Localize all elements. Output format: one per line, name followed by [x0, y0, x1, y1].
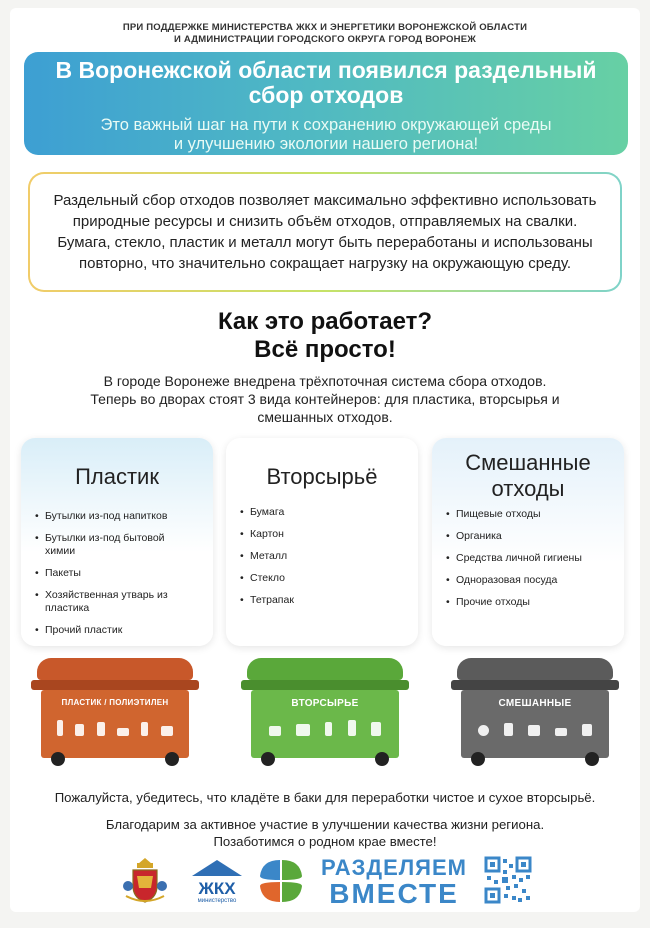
thanks-line: Позаботимся о родном крае вместе!: [213, 834, 437, 849]
list-item: • Органика: [446, 530, 624, 543]
bin-body: [461, 690, 609, 758]
bin-lid: [457, 658, 613, 680]
how-title-line: Как это работает?: [217, 308, 433, 335]
waste-categories: [21, 438, 631, 648]
bin-wheel: [51, 752, 65, 766]
card-plastic: [21, 438, 213, 646]
bin-rim: [451, 680, 619, 690]
list-item: • Бутылки из-под бытовой химии: [35, 532, 175, 558]
how-desc-line: В городе Воронеже внедрена трёхпоточная система сбора отходов.: [103, 373, 547, 389]
hero-subtitle-line: и улучшению экологии нашего региона!: [173, 135, 479, 153]
card-mixed: [432, 438, 624, 646]
hero-title: [24, 58, 628, 108]
jkh-ministry-logo-icon: [188, 858, 246, 904]
bin-icons: [261, 716, 389, 736]
card-title-line: Вторсырьё: [266, 464, 378, 489]
how-it-works-title: [10, 308, 640, 364]
list-item: • Бутылки из-под напитков: [35, 510, 213, 523]
item-list: [21, 510, 213, 637]
jkh-logo-subtext: министерство: [197, 898, 237, 904]
footer-logos: [10, 854, 640, 909]
bin-label: ПЛАСТИК / ПОЛИЭТИЛЕН: [61, 698, 169, 707]
list-item: • Пищевые отходы: [446, 508, 624, 521]
bin-wheel: [261, 752, 275, 766]
bin-icons: [51, 716, 179, 736]
list-item: • Металл: [240, 550, 418, 563]
bin-body: [41, 690, 189, 758]
card-title-line: отходы: [491, 476, 565, 501]
hero-banner: [24, 52, 628, 155]
bin-wheel: [471, 752, 485, 766]
list-item: • Прочие отходы: [446, 596, 624, 609]
poster: [10, 8, 640, 912]
intro-box: [28, 172, 622, 292]
item-list: [432, 508, 624, 609]
card-title: [432, 450, 624, 502]
card-title: [21, 464, 213, 490]
how-title-line: Всё просто!: [254, 336, 396, 363]
slogan-line: ВМЕСТЕ: [329, 878, 459, 909]
bin-body: [251, 690, 399, 758]
list-item: • Прочий пластик: [35, 624, 213, 637]
list-item: • Тетрапак: [240, 594, 418, 607]
bin-lid: [37, 658, 193, 680]
support-line-1: ПРИ ПОДДЕРЖКЕ МИНИСТЕРСТВА ЖКХ И ЭНЕРГЕТИКИ ВОРОНЕЖСКОЙ ОБЛАСТИ: [122, 22, 528, 33]
bin-wheel: [585, 752, 599, 766]
bin-plastic: [31, 658, 199, 766]
bin-label: ВТОРСЫРЬЕ: [291, 698, 359, 709]
thanks-line: Благодарим за активное участие в улучшении качества жизни региона.: [105, 817, 545, 832]
hero-title-line: В Воронежской области появился раздельный: [55, 57, 597, 83]
list-item: • Стекло: [240, 572, 418, 585]
bin-rim: [31, 680, 199, 690]
thanks-note: [10, 816, 640, 850]
clean-recyclables-note: Пожалуйста, убедитесь, что кладёте в баки для переработки чистое и сухое вторсырьё.: [54, 790, 596, 805]
card-title: [226, 464, 418, 490]
how-desc-line: смешанных отходов.: [257, 409, 393, 425]
card-recyclables: [226, 438, 418, 646]
bin-lid: [247, 658, 403, 680]
bin-mixed: [451, 658, 619, 766]
card-title-line: Смешанные: [465, 450, 591, 475]
separate-collection-logo-icon: [256, 856, 306, 906]
bin-label: СМЕШАННЫЕ: [498, 698, 572, 709]
bin-wheel: [165, 752, 179, 766]
list-item: • Бумага: [240, 506, 418, 519]
coat-of-arms-icon: [122, 856, 168, 904]
hero-title-line: сбор отходов: [248, 82, 404, 108]
list-item: • Пакеты: [35, 567, 213, 580]
jkh-logo-text: ЖКХ: [198, 879, 236, 898]
qr-code-icon: [484, 856, 532, 904]
card-title-line: Пластик: [75, 464, 159, 489]
support-header: [10, 22, 640, 46]
list-item: • Средства личной гигиены: [446, 552, 624, 565]
how-it-works-description: [10, 372, 640, 426]
item-list: [226, 506, 418, 607]
list-item: • Одноразовая посуда: [446, 574, 624, 587]
list-item: • Хозяйственная утварь из пластика: [35, 589, 175, 615]
slogan-line: РАЗДЕЛЯЕМ: [320, 855, 467, 880]
slogan: [314, 856, 474, 908]
bin-icons: [471, 716, 599, 736]
bin-rim: [241, 680, 409, 690]
list-item: • Картон: [240, 528, 418, 541]
bin-recyclables: [241, 658, 409, 766]
hero-subtitle-line: Это важный шаг на пути к сохранению окружающей среды: [100, 116, 552, 134]
intro-text: Раздельный сбор отходов позволяет максимально эффективно использовать природные ресурсы и снизить объём отходов, отправляемых на свалки. Бумага, стекло, пластик и металл могут быть переработаны и использованы повторно, что значительно сокращает нагрузку на окружающую среду.: [30, 174, 620, 290]
bin-wheel: [375, 752, 389, 766]
how-desc-line: Теперь во дворах стоят 3 вида контейнеров: для пластика, вторсырья и: [90, 391, 560, 407]
hero-subtitle: [24, 116, 628, 154]
support-line-2: И АДМИНИСТРАЦИИ ГОРОДСКОГО ОКРУГА ГОРОД ВОРОНЕЖ: [173, 34, 477, 45]
